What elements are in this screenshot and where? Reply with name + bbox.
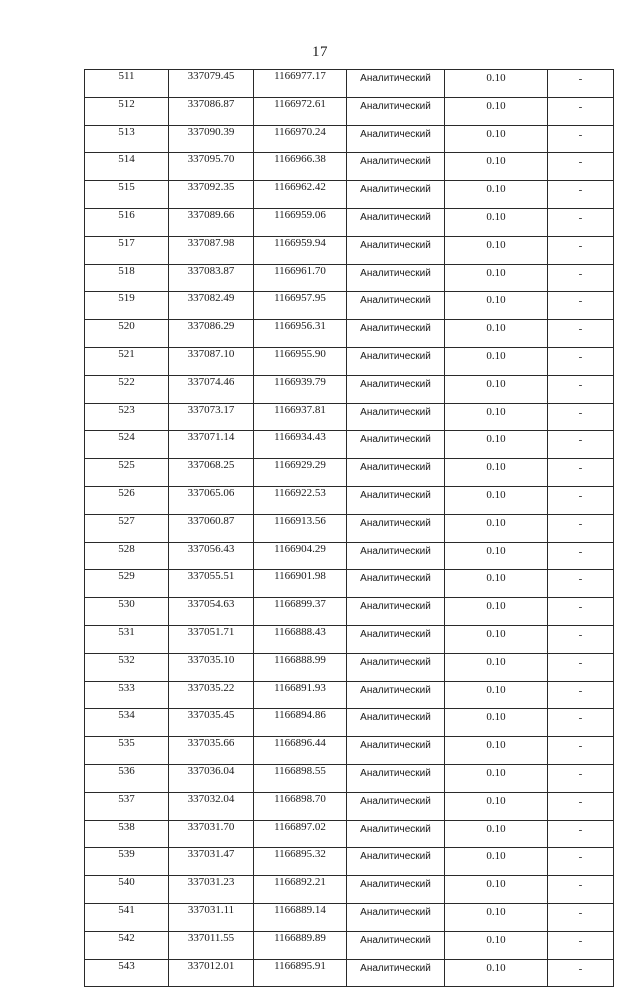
point-number-cell: 522: [85, 375, 169, 403]
coordinate-y-cell: 1166892.21: [254, 876, 347, 904]
note-cell: -: [548, 375, 614, 403]
accuracy-cell: 0.10: [445, 681, 548, 709]
method-cell: Аналитический: [347, 320, 445, 348]
method-cell: Аналитический: [347, 653, 445, 681]
table-row: [85, 236, 614, 264]
table-row: [85, 264, 614, 292]
coordinate-x-cell: 337035.66: [169, 737, 254, 765]
point-number-cell: 542: [85, 931, 169, 959]
coordinate-y-cell: 1166934.43: [254, 431, 347, 459]
note-cell: -: [548, 598, 614, 626]
accuracy-cell: 0.10: [445, 876, 548, 904]
coordinate-y-cell: 1166888.99: [254, 653, 347, 681]
table-row: [85, 70, 614, 98]
table-row: [85, 931, 614, 959]
table-row: [85, 542, 614, 570]
accuracy-cell: 0.10: [445, 264, 548, 292]
accuracy-cell: 0.10: [445, 236, 548, 264]
coordinate-y-cell: 1166956.31: [254, 320, 347, 348]
method-cell: Аналитический: [347, 876, 445, 904]
coordinate-y-cell: 1166895.91: [254, 959, 347, 987]
coordinate-y-cell: 1166894.86: [254, 709, 347, 737]
note-cell: -: [548, 486, 614, 514]
table-row: [85, 347, 614, 375]
note-cell: -: [548, 431, 614, 459]
table-row: [85, 208, 614, 236]
table-row: [85, 125, 614, 153]
coordinate-y-cell: 1166961.70: [254, 264, 347, 292]
table-row: [85, 820, 614, 848]
note-cell: -: [548, 153, 614, 181]
point-number-cell: 516: [85, 208, 169, 236]
accuracy-cell: 0.10: [445, 903, 548, 931]
coordinate-y-cell: 1166897.02: [254, 820, 347, 848]
note-cell: -: [548, 709, 614, 737]
coordinate-x-cell: 337086.87: [169, 97, 254, 125]
note-cell: -: [548, 70, 614, 98]
method-cell: Аналитический: [347, 931, 445, 959]
coordinate-x-cell: 337079.45: [169, 70, 254, 98]
point-number-cell: 520: [85, 320, 169, 348]
accuracy-cell: 0.10: [445, 820, 548, 848]
note-cell: -: [548, 264, 614, 292]
coordinate-y-cell: 1166970.24: [254, 125, 347, 153]
coordinate-y-cell: 1166898.55: [254, 764, 347, 792]
point-number-cell: 517: [85, 236, 169, 264]
method-cell: Аналитический: [347, 70, 445, 98]
table-row: [85, 903, 614, 931]
coordinate-x-cell: 337011.55: [169, 931, 254, 959]
accuracy-cell: 0.10: [445, 737, 548, 765]
method-cell: Аналитический: [347, 903, 445, 931]
note-cell: -: [548, 764, 614, 792]
coordinate-x-cell: 337054.63: [169, 598, 254, 626]
coordinate-y-cell: 1166959.06: [254, 208, 347, 236]
point-number-cell: 525: [85, 459, 169, 487]
method-cell: Аналитический: [347, 625, 445, 653]
accuracy-cell: 0.10: [445, 208, 548, 236]
coordinate-x-cell: 337083.87: [169, 264, 254, 292]
coordinate-x-cell: 337082.49: [169, 292, 254, 320]
accuracy-cell: 0.10: [445, 347, 548, 375]
table-row: [85, 97, 614, 125]
accuracy-cell: 0.10: [445, 431, 548, 459]
table-row: [85, 514, 614, 542]
accuracy-cell: 0.10: [445, 375, 548, 403]
point-number-cell: 537: [85, 792, 169, 820]
method-cell: Аналитический: [347, 375, 445, 403]
point-number-cell: 540: [85, 876, 169, 904]
coordinates-table: [84, 69, 614, 987]
coordinate-y-cell: 1166959.94: [254, 236, 347, 264]
method-cell: Аналитический: [347, 264, 445, 292]
coordinate-x-cell: 337065.06: [169, 486, 254, 514]
note-cell: -: [548, 653, 614, 681]
page-number: 17: [312, 44, 328, 60]
accuracy-cell: 0.10: [445, 792, 548, 820]
note-cell: -: [548, 236, 614, 264]
coordinate-y-cell: 1166896.44: [254, 737, 347, 765]
accuracy-cell: 0.10: [445, 653, 548, 681]
note-cell: -: [548, 820, 614, 848]
coordinate-x-cell: 337073.17: [169, 403, 254, 431]
point-number-cell: 535: [85, 737, 169, 765]
point-number-cell: 539: [85, 848, 169, 876]
point-number-cell: 543: [85, 959, 169, 987]
table-row: [85, 709, 614, 737]
method-cell: Аналитический: [347, 737, 445, 765]
coordinate-x-cell: 337055.51: [169, 570, 254, 598]
point-number-cell: 514: [85, 153, 169, 181]
coordinate-x-cell: 337056.43: [169, 542, 254, 570]
point-number-cell: 538: [85, 820, 169, 848]
point-number-cell: 528: [85, 542, 169, 570]
note-cell: -: [548, 542, 614, 570]
coordinate-x-cell: 337074.46: [169, 375, 254, 403]
method-cell: Аналитический: [347, 347, 445, 375]
table-row: [85, 486, 614, 514]
table-row: [85, 153, 614, 181]
coordinate-x-cell: 337071.14: [169, 431, 254, 459]
table-row: [85, 431, 614, 459]
point-number-cell: 521: [85, 347, 169, 375]
coordinate-y-cell: 1166913.56: [254, 514, 347, 542]
note-cell: -: [548, 931, 614, 959]
coordinate-y-cell: 1166922.53: [254, 486, 347, 514]
coordinate-x-cell: 337032.04: [169, 792, 254, 820]
note-cell: -: [548, 625, 614, 653]
point-number-cell: 511: [85, 70, 169, 98]
coordinate-y-cell: 1166899.37: [254, 598, 347, 626]
coordinate-y-cell: 1166972.61: [254, 97, 347, 125]
table-row: [85, 292, 614, 320]
coordinate-x-cell: 337031.47: [169, 848, 254, 876]
method-cell: Аналитический: [347, 709, 445, 737]
coordinate-y-cell: 1166957.95: [254, 292, 347, 320]
note-cell: -: [548, 848, 614, 876]
note-cell: -: [548, 737, 614, 765]
accuracy-cell: 0.10: [445, 403, 548, 431]
accuracy-cell: 0.10: [445, 848, 548, 876]
coordinate-x-cell: 337035.10: [169, 653, 254, 681]
accuracy-cell: 0.10: [445, 320, 548, 348]
table-row: [85, 876, 614, 904]
table-row: [85, 625, 614, 653]
method-cell: Аналитический: [347, 598, 445, 626]
coordinate-y-cell: 1166977.17: [254, 70, 347, 98]
method-cell: Аналитический: [347, 848, 445, 876]
coordinate-x-cell: 337095.70: [169, 153, 254, 181]
coordinate-y-cell: 1166937.81: [254, 403, 347, 431]
coordinate-x-cell: 337031.23: [169, 876, 254, 904]
point-number-cell: 531: [85, 625, 169, 653]
coordinate-y-cell: 1166904.29: [254, 542, 347, 570]
note-cell: -: [548, 292, 614, 320]
accuracy-cell: 0.10: [445, 514, 548, 542]
method-cell: Аналитический: [347, 403, 445, 431]
point-number-cell: 541: [85, 903, 169, 931]
point-number-cell: 518: [85, 264, 169, 292]
point-number-cell: 523: [85, 403, 169, 431]
coordinate-y-cell: 1166888.43: [254, 625, 347, 653]
method-cell: Аналитический: [347, 236, 445, 264]
accuracy-cell: 0.10: [445, 959, 548, 987]
note-cell: -: [548, 347, 614, 375]
table-row: [85, 653, 614, 681]
accuracy-cell: 0.10: [445, 125, 548, 153]
note-cell: -: [548, 459, 614, 487]
coordinate-x-cell: 337086.29: [169, 320, 254, 348]
note-cell: -: [548, 681, 614, 709]
coordinate-y-cell: 1166929.29: [254, 459, 347, 487]
coordinate-x-cell: 337087.10: [169, 347, 254, 375]
method-cell: Аналитический: [347, 514, 445, 542]
coordinate-y-cell: 1166939.79: [254, 375, 347, 403]
table-row: [85, 320, 614, 348]
table-row: [85, 959, 614, 987]
coordinate-x-cell: 337087.98: [169, 236, 254, 264]
table-row: [85, 570, 614, 598]
coordinate-x-cell: 337068.25: [169, 459, 254, 487]
coordinate-y-cell: 1166891.93: [254, 681, 347, 709]
method-cell: Аналитический: [347, 208, 445, 236]
coordinate-x-cell: 337012.01: [169, 959, 254, 987]
accuracy-cell: 0.10: [445, 292, 548, 320]
point-number-cell: 512: [85, 97, 169, 125]
coordinate-x-cell: 337035.22: [169, 681, 254, 709]
point-number-cell: 524: [85, 431, 169, 459]
accuracy-cell: 0.10: [445, 459, 548, 487]
table-row: [85, 459, 614, 487]
coordinate-x-cell: 337060.87: [169, 514, 254, 542]
method-cell: Аналитический: [347, 959, 445, 987]
accuracy-cell: 0.10: [445, 764, 548, 792]
coordinate-x-cell: 337031.11: [169, 903, 254, 931]
point-number-cell: 527: [85, 514, 169, 542]
method-cell: Аналитический: [347, 681, 445, 709]
note-cell: -: [548, 959, 614, 987]
point-number-cell: 534: [85, 709, 169, 737]
table-row: [85, 764, 614, 792]
coordinate-x-cell: 337051.71: [169, 625, 254, 653]
note-cell: -: [548, 876, 614, 904]
coordinate-x-cell: 337092.35: [169, 181, 254, 209]
coordinate-x-cell: 337089.66: [169, 208, 254, 236]
method-cell: Аналитический: [347, 153, 445, 181]
coordinate-y-cell: 1166966.38: [254, 153, 347, 181]
accuracy-cell: 0.10: [445, 542, 548, 570]
point-number-cell: 532: [85, 653, 169, 681]
method-cell: Аналитический: [347, 542, 445, 570]
coordinate-y-cell: 1166962.42: [254, 181, 347, 209]
point-number-cell: 515: [85, 181, 169, 209]
note-cell: -: [548, 792, 614, 820]
coordinate-x-cell: 337090.39: [169, 125, 254, 153]
coordinate-x-cell: 337035.45: [169, 709, 254, 737]
note-cell: -: [548, 403, 614, 431]
accuracy-cell: 0.10: [445, 598, 548, 626]
accuracy-cell: 0.10: [445, 97, 548, 125]
note-cell: -: [548, 125, 614, 153]
method-cell: Аналитический: [347, 181, 445, 209]
note-cell: -: [548, 903, 614, 931]
accuracy-cell: 0.10: [445, 625, 548, 653]
coordinate-y-cell: 1166955.90: [254, 347, 347, 375]
accuracy-cell: 0.10: [445, 709, 548, 737]
accuracy-cell: 0.10: [445, 70, 548, 98]
coordinate-y-cell: 1166898.70: [254, 792, 347, 820]
note-cell: -: [548, 570, 614, 598]
method-cell: Аналитический: [347, 431, 445, 459]
table-row: [85, 181, 614, 209]
coordinates-table-body: [85, 70, 614, 987]
table-row: [85, 792, 614, 820]
coordinate-y-cell: 1166889.14: [254, 903, 347, 931]
method-cell: Аналитический: [347, 792, 445, 820]
point-number-cell: 529: [85, 570, 169, 598]
method-cell: Аналитический: [347, 570, 445, 598]
note-cell: -: [548, 181, 614, 209]
coordinate-y-cell: 1166901.98: [254, 570, 347, 598]
coordinate-x-cell: 337036.04: [169, 764, 254, 792]
note-cell: -: [548, 514, 614, 542]
coordinate-y-cell: 1166889.89: [254, 931, 347, 959]
accuracy-cell: 0.10: [445, 153, 548, 181]
note-cell: -: [548, 320, 614, 348]
table-row: [85, 737, 614, 765]
method-cell: Аналитический: [347, 764, 445, 792]
method-cell: Аналитический: [347, 292, 445, 320]
accuracy-cell: 0.10: [445, 570, 548, 598]
table-row: [85, 598, 614, 626]
accuracy-cell: 0.10: [445, 486, 548, 514]
coordinate-y-cell: 1166895.32: [254, 848, 347, 876]
point-number-cell: 513: [85, 125, 169, 153]
method-cell: Аналитический: [347, 459, 445, 487]
note-cell: -: [548, 97, 614, 125]
point-number-cell: 533: [85, 681, 169, 709]
method-cell: Аналитический: [347, 486, 445, 514]
coordinate-x-cell: 337031.70: [169, 820, 254, 848]
method-cell: Аналитический: [347, 125, 445, 153]
point-number-cell: 530: [85, 598, 169, 626]
table-row: [85, 375, 614, 403]
table-row: [85, 403, 614, 431]
note-cell: -: [548, 208, 614, 236]
table-row: [85, 681, 614, 709]
method-cell: Аналитический: [347, 820, 445, 848]
point-number-cell: 519: [85, 292, 169, 320]
point-number-cell: 526: [85, 486, 169, 514]
point-number-cell: 536: [85, 764, 169, 792]
table-row: [85, 848, 614, 876]
accuracy-cell: 0.10: [445, 181, 548, 209]
method-cell: Аналитический: [347, 97, 445, 125]
accuracy-cell: 0.10: [445, 931, 548, 959]
